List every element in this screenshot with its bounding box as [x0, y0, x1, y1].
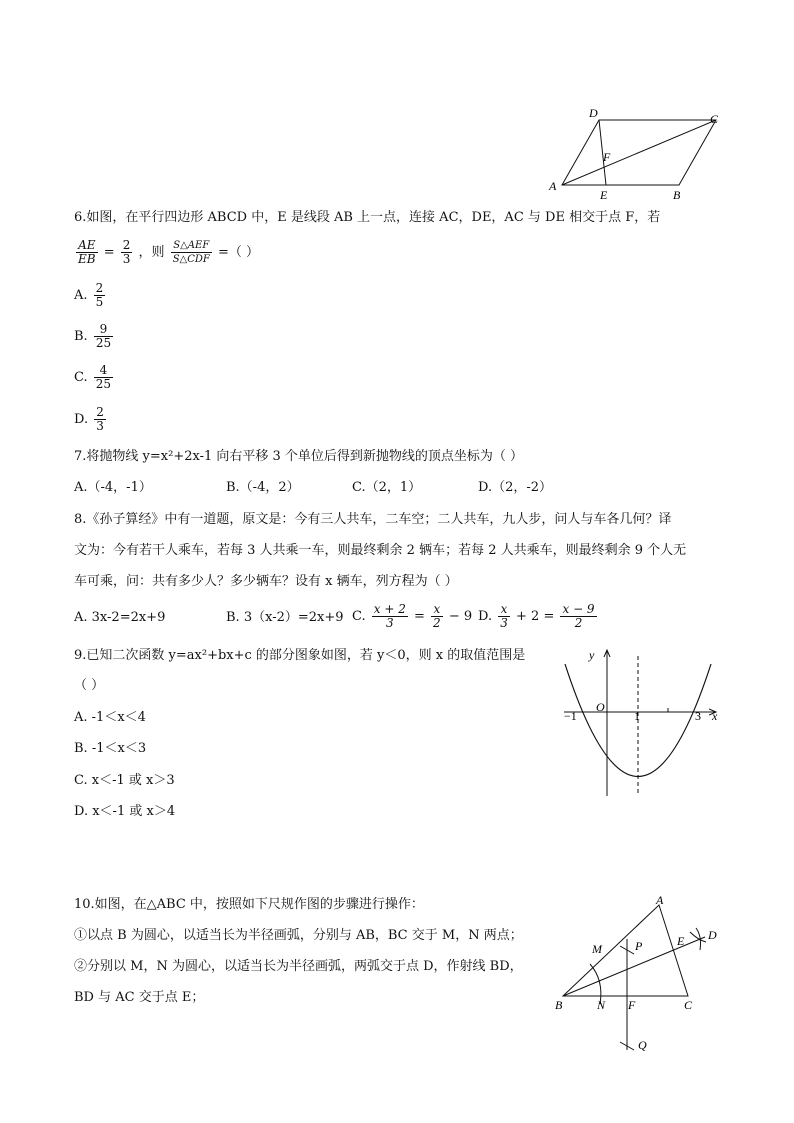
q7-option-b: B.（-4，2） — [226, 480, 300, 495]
q6-option-d: D. $\frac{2}{3}$ — [74, 405, 104, 433]
graph-label-1: 1 — [634, 709, 640, 723]
q6-stem: 6.如图，在平行四边形 ABCD 中，E 是线段 AB 上一点，连接 AC，DE，AC 与 DE 相交于点 F，若 — [74, 210, 661, 225]
fig6-label-C: C — [710, 112, 719, 126]
q6-area-fraction: $\frac{\text{S△AEF}}{\text{S△CDF}}$ — [172, 240, 210, 265]
fig6-label-B: B — [673, 188, 681, 202]
graph-label-3: 3 — [695, 709, 701, 723]
fig10-label-P: P — [635, 939, 643, 953]
q6-option-b: B. $\frac{9}{25}$ — [74, 322, 112, 350]
q6-option-a: A. $\frac{2}{5}$ — [74, 281, 104, 309]
q8-option-a: A. 3x-2=2x+9 — [74, 610, 166, 625]
q10-step2: ②分别以 M，N 为圆心，以适当长为半径画弧，两弧交于点 D，作射线 BD， — [74, 959, 523, 974]
fig10-label-M: M — [592, 942, 602, 956]
graph-label-origin: O — [596, 700, 605, 714]
q9-option-c: C. x＜-1 或 x＞3 — [74, 773, 175, 788]
fig6-label-F: F — [603, 150, 611, 164]
q6-ratio-value: $\frac{2}{3}$ — [122, 238, 131, 266]
graph-label-neg1: −1 — [564, 709, 577, 723]
fig10-label-N: N — [597, 998, 606, 1012]
fig10-label-C: C — [684, 998, 693, 1012]
fig10-label-F: F — [628, 998, 636, 1012]
fig10-label-E: E — [677, 934, 685, 948]
q9-option-b: B. -1＜x＜3 — [74, 741, 147, 756]
q7-option-d: D.（2，-2） — [478, 480, 553, 495]
q7-option-c: C.（2，1） — [352, 480, 422, 495]
q9-stem: 9.已知二次函数 y=ax²+bx+c 的部分图象如图，若 y＜0，则 x 的取值范围是 — [74, 648, 526, 663]
q9-option-a: A. -1＜x＜4 — [74, 710, 146, 725]
q10-step1: ①以点 B 为圆心，以适当长为半径画弧，分别与 AB，BC 交于 M，N 两点； — [74, 928, 523, 943]
q9-parabola-graph — [558, 644, 728, 800]
fig10-label-Q: Q — [638, 1038, 647, 1052]
fig6-label-E: E — [600, 188, 608, 202]
q8-option-c: C. $\frac{x + 2}{3}$ = $\frac{x}{2}$ − 9 — [352, 602, 473, 630]
fig6-label-A: A — [549, 179, 557, 193]
q6-condition: $\frac{AE}{EB}$ = $\frac{2}{3}$ ，则 $\frac{\text{S△AEF}}{\text{S△CDF}}$ =（ ） — [78, 238, 260, 266]
q7-option-a: A.（-4，-1） — [74, 480, 152, 495]
q10-step3: BD 与 AC 交于点 E； — [74, 990, 205, 1005]
q8-option-b: B. 3（x-2）=2x+9 — [226, 610, 344, 625]
fig6-label-D: D — [589, 106, 598, 120]
q10-triangle-construction-figure — [550, 892, 730, 1058]
graph-label-y: y — [589, 648, 595, 662]
q6-option-c: C. $\frac{4}{25}$ — [74, 363, 112, 391]
q9-paren: （ ） — [74, 678, 105, 693]
fig10-label-B: B — [555, 998, 563, 1012]
fig10-label-D: D — [708, 928, 717, 942]
q9-option-d: D. x＜-1 或 x＞4 — [74, 804, 176, 819]
graph-label-x: x — [712, 709, 718, 723]
q10-stem: 10.如图，在△ABC 中，按照如下尺规作图的步骤进行操作： — [74, 897, 424, 912]
q8-stem-line2: 文为：今有若干人乘车，若每 3 人共乘一车，则最终剩余 2 辆车；若每 2 人共乘车，则最终剩余 9 个人无 — [74, 543, 687, 558]
q8-option-d: D. $\frac{x}{3}$ + 2 = $\frac{x - 9}{2}$ — [478, 602, 595, 630]
q8-stem-line3: 车可乘，问：共有多少人？多少辆车？设有 x 辆车，列方程为（ ） — [74, 574, 458, 589]
q6-ratio-fraction: $\frac{AE}{EB}$ — [78, 238, 96, 266]
q7-stem: 7.将抛物线 y=x²+2x-1 向右平移 3 个单位后得到新抛物线的顶点坐标为（ ） — [74, 449, 524, 464]
q8-stem-line1: 8.《孙子算经》中有一道题，原文是：今有三人共车，二车空；二人共车，九人步，问人与车各几何？译 — [74, 512, 672, 527]
q6-parallelogram-figure — [540, 104, 730, 202]
fig10-label-A: A — [656, 893, 664, 907]
